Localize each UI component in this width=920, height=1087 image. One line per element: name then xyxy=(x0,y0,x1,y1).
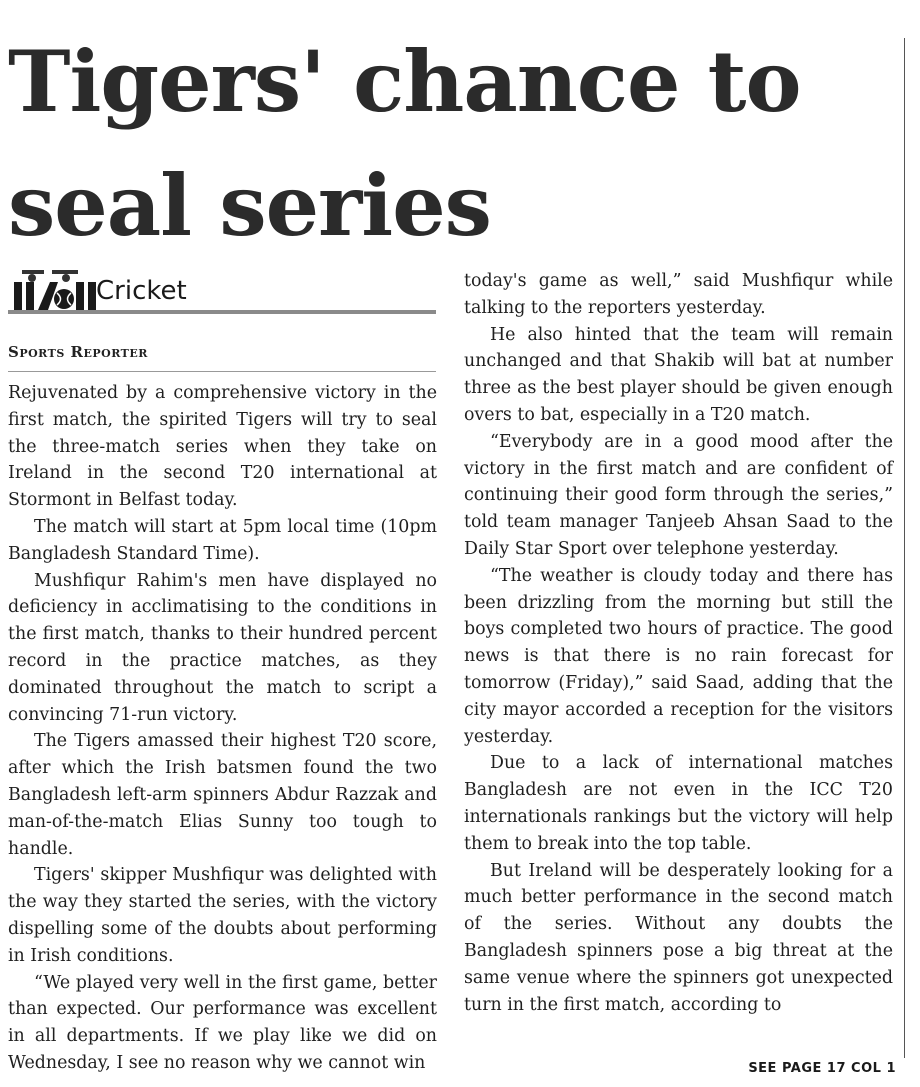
headline: Tigers' chance to seal series xyxy=(8,32,801,255)
paragraph: Mushfiqur Rahim's men have displayed no deficiency in acclimatising to the conditions in the first match, thanks to their hundred percent record in the practice matches, as they dominated throughout the match to script a convincing 71-run victory. xyxy=(8,570,437,725)
paragraph: The match will start at 5pm local time (10pm Bangladesh Standard Time). xyxy=(8,516,437,564)
byline-rule xyxy=(8,371,436,372)
paragraph: But Ireland will be desperately looking for a much better performance in the second match of the series. Without any doubts the Bangladesh spinners pose a big threat at the same venue where the spinners got unexpected turn in the first match, according to xyxy=(464,860,893,1015)
paragraph: “Everybody are in a good mood after the victory in the first match and are confident of continuing their good form through the series,” told team manager Tanjeeb Ahsan Saad to the Daily Star Sport over telephone yesterday. xyxy=(464,431,893,559)
section-rule xyxy=(8,310,436,314)
paragraph: today's game as well,” said Mushfiqur while talking to the reporters yesterday. xyxy=(464,271,893,318)
article-column-2 xyxy=(464,268,893,1018)
jump-line: SEE PAGE 17 COL 1 xyxy=(748,1061,896,1076)
cricket-bat-ball-stumps-icon xyxy=(10,268,100,312)
paragraph: He also hinted that the team will remain unchanged and that Shakib will bat at number three as the best player should be given enough overs to bat, especially in a T20 match. xyxy=(464,324,893,425)
paragraph: “We played very well in the first game, better than expected. Our performance was excellent in all departments. If we play like we did on Wednesday, I see no reason why we cannot win xyxy=(8,972,437,1073)
section-header xyxy=(8,268,436,316)
paragraph: The Tigers amassed their highest T20 score, after which the Irish batsmen found the two Bangladesh left-arm spinners Abdur Razzak and man-of-the-match Elias Sunny too tough to handle. xyxy=(8,731,437,859)
paragraph: Tigers' skipper Mushfiqur was delighted with the way they started the series, with the victory dispelling some of the doubts about performing in Irish conditions. xyxy=(8,865,437,966)
article-column-1 xyxy=(8,380,437,1077)
column-rule xyxy=(904,38,905,1058)
paragraph: Due to a lack of international matches Bangladesh are not even in the ICC T20 internationals rankings but the victory will help them to break into the top table. xyxy=(464,753,893,854)
paragraph: Rejuvenated by a comprehensive victory in the first match, the spirited Tigers will try to seal the three-match series when they take on Ireland in the second T20 international at Stormont in Belfast today. xyxy=(8,383,437,511)
paragraph: “The weather is cloudy today and there has been drizzling from the morning but still the boys completed two hours of practice. The good news is that there is no rain forecast for tomorrow (Friday),” said Saad, adding that the city mayor accorded a reception for the visitors yesterday. xyxy=(464,565,893,747)
byline: Sports Reporter xyxy=(8,343,148,361)
section-label: Cricket xyxy=(96,276,187,306)
